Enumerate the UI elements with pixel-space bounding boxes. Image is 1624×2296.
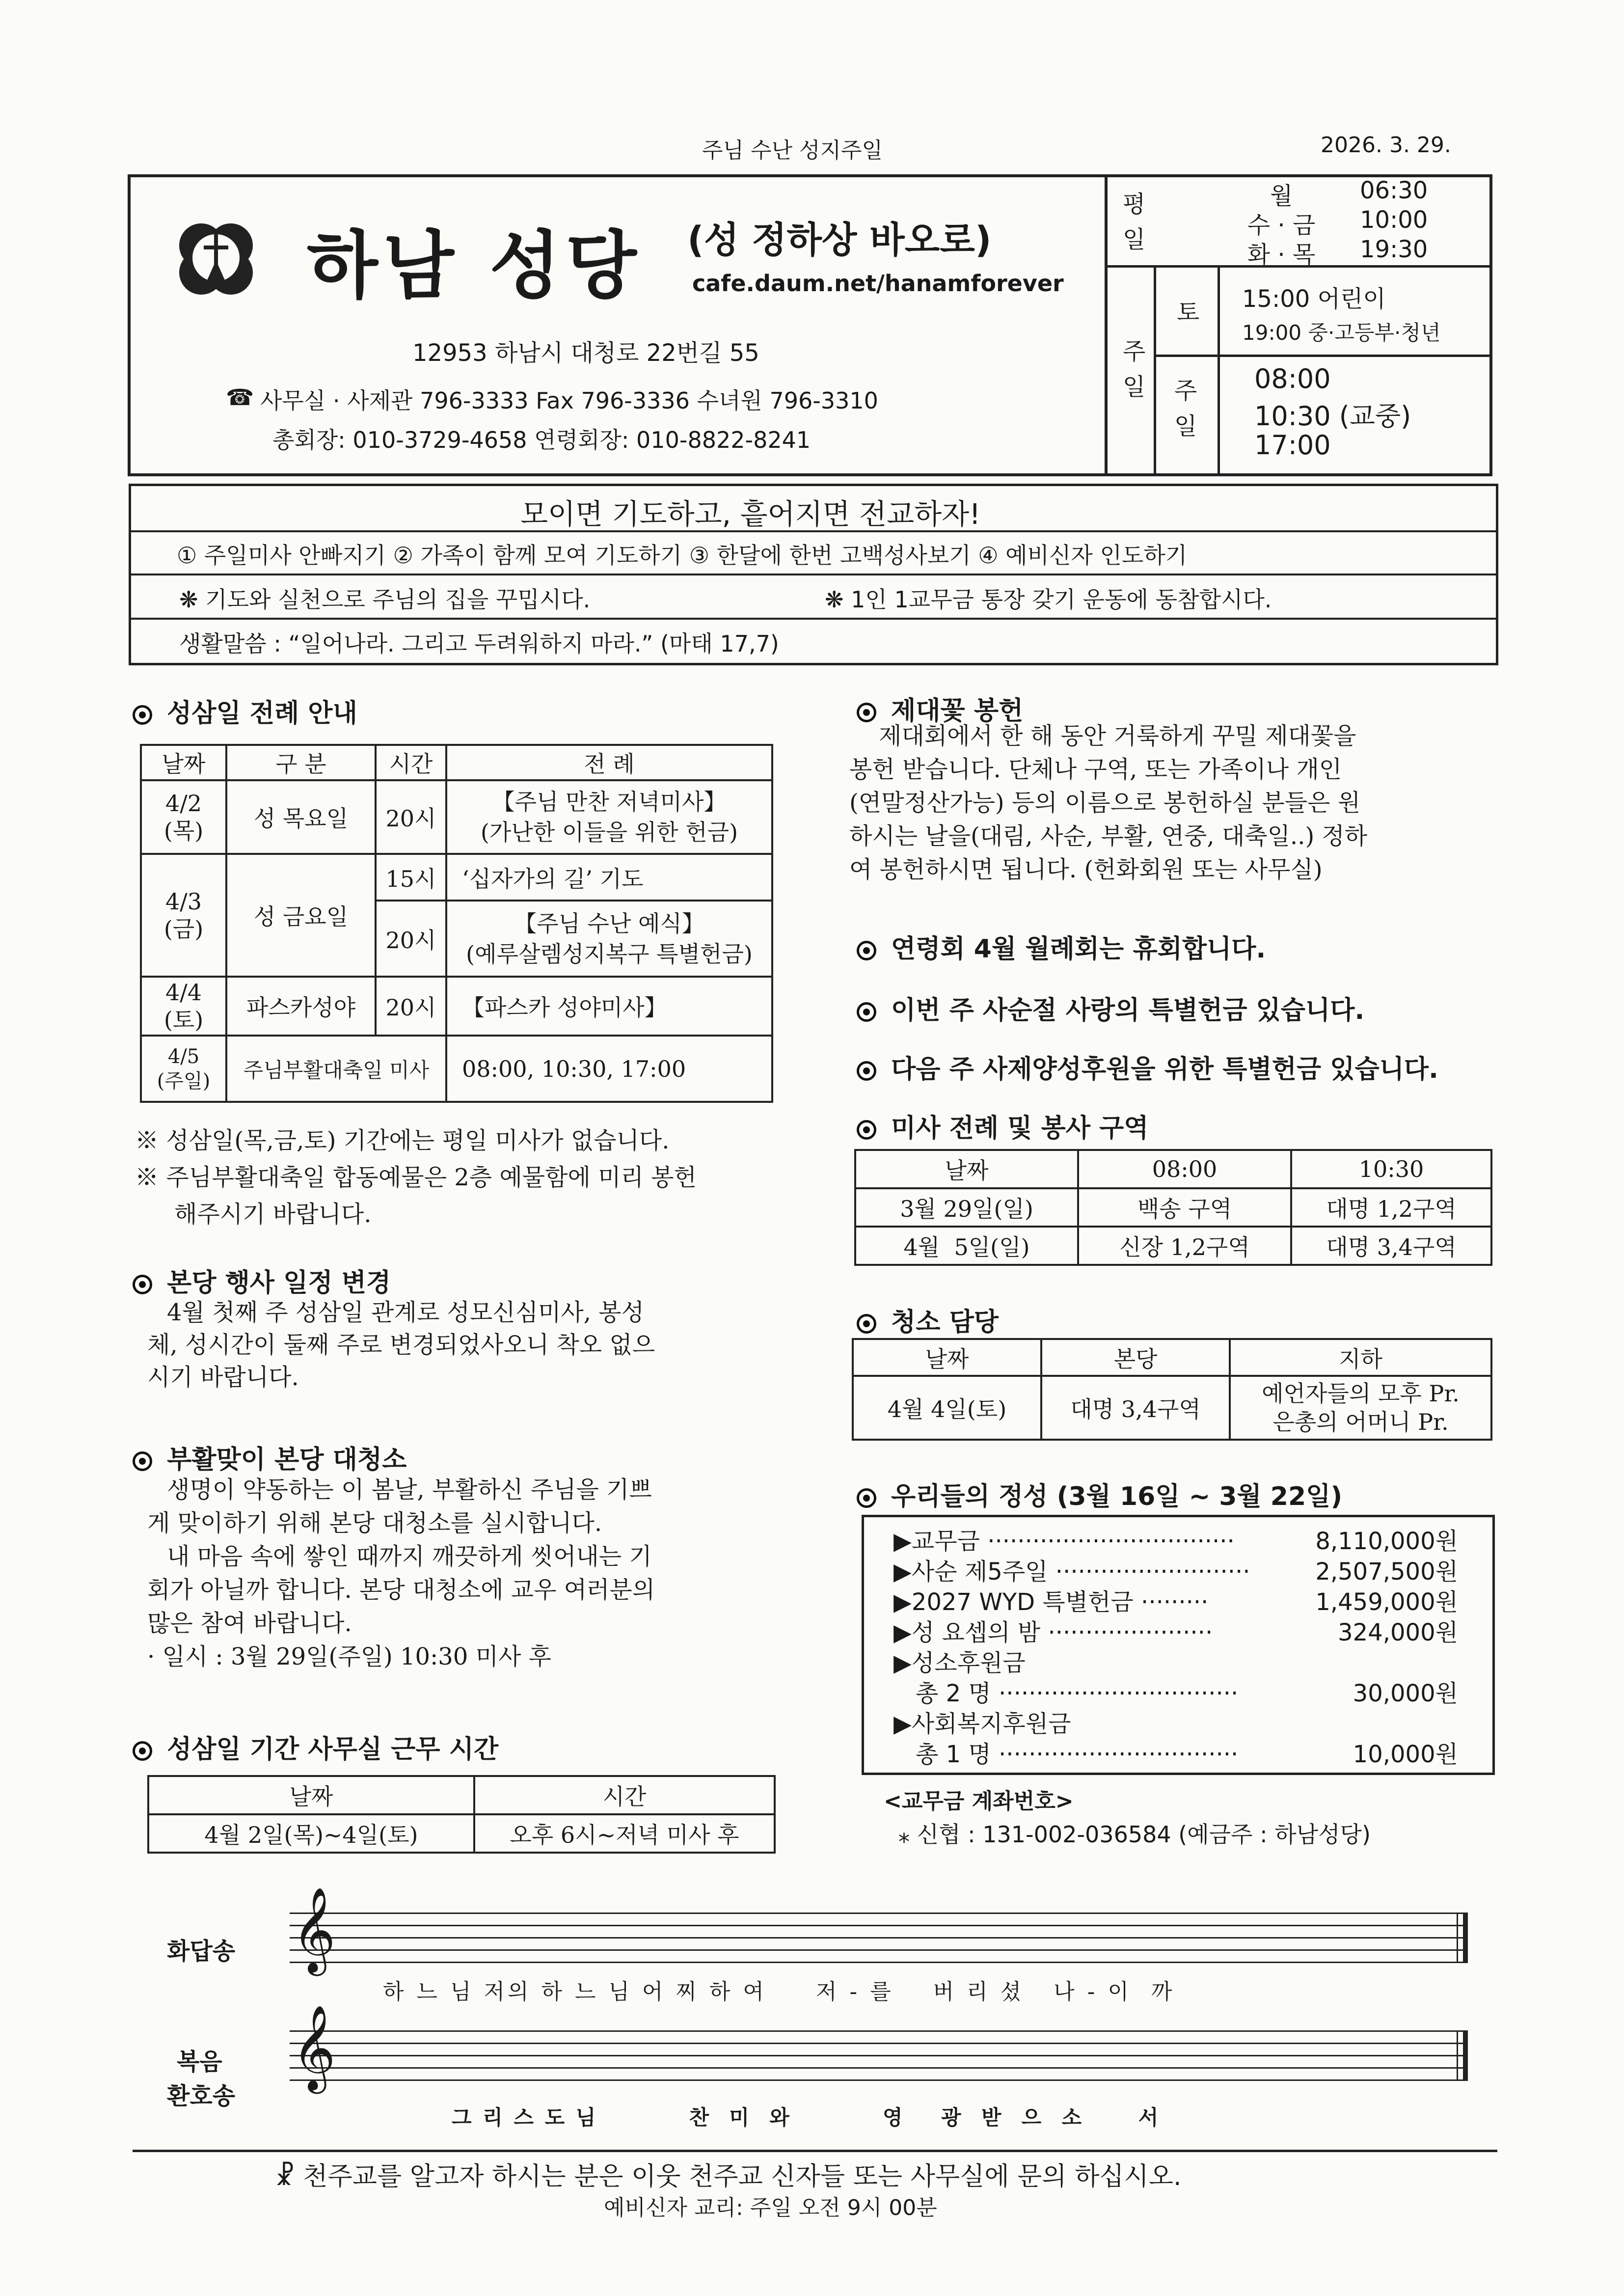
table-cell-time: 20시 bbox=[376, 901, 446, 977]
table-cell: 대명 3,4구역 bbox=[1291, 1227, 1491, 1265]
table-cell-liturgy: 08:00, 10:30, 17:00 bbox=[446, 1036, 772, 1102]
table-cell: 대명 1,2구역 bbox=[1291, 1188, 1491, 1227]
bullet-icon bbox=[857, 1002, 876, 1022]
motto-note: ❋ 1인 1교무금 통장 갖기 운동에 동참합시다. bbox=[825, 586, 1272, 613]
staff-line bbox=[290, 2030, 1468, 2032]
final-barline bbox=[1463, 1913, 1468, 1963]
motto-title: 모이면 기도하고, 흩어지면 전교하자! bbox=[520, 497, 981, 531]
weekday-day: 수 · 금 bbox=[1247, 212, 1316, 239]
column-header: 지하 bbox=[1230, 1339, 1491, 1376]
column-header: 시간 bbox=[474, 1776, 775, 1814]
bullet-icon bbox=[133, 705, 152, 725]
column-header: 08:00 bbox=[1078, 1150, 1291, 1188]
staff-line bbox=[290, 1925, 1468, 1926]
staff-line bbox=[290, 2079, 1468, 2081]
section-heading-cleaning: 부활맞이 본당 대청소 bbox=[133, 1439, 406, 1476]
list-item: 총 2 명 ································ 30,000원 bbox=[916, 1680, 1458, 1707]
final-barline bbox=[1463, 2030, 1468, 2081]
section-heading-cleaning-duty: 청소 담당 bbox=[857, 1301, 999, 1338]
sun-label: 주일 bbox=[1174, 377, 1197, 440]
footer-divider bbox=[133, 2150, 1497, 2152]
list-item: 총 1 명 ································ 10,000원 bbox=[916, 1741, 1458, 1768]
bulletin-date: 2026. 3. 29. bbox=[1321, 133, 1451, 158]
staff-line bbox=[290, 1949, 1468, 1951]
footer-invitation: ☧ 천주교를 알고자 하시는 분은 이웃 천주교 신자들 또는 사무실에 문의 하십시오. bbox=[275, 2162, 1182, 2191]
list-item: ▶2027 WYD 특별헌금 ········· 1,459,000원 bbox=[893, 1588, 1458, 1616]
staff-line bbox=[290, 1913, 1468, 1914]
staff-line bbox=[290, 2067, 1468, 2069]
table-cell-time: 15시 bbox=[376, 854, 446, 901]
sunday-mass: 17:00 bbox=[1254, 430, 1331, 461]
bullet-icon bbox=[133, 1275, 152, 1294]
section-heading-altar-flowers: 제대꽃 봉헌 bbox=[857, 690, 1023, 727]
weekday-day: 월 bbox=[1270, 182, 1293, 210]
mass-service-table bbox=[854, 1149, 1492, 1266]
table-cell-date: 4/4 (토) bbox=[141, 977, 226, 1036]
contact-line: 총회장: 010-3729-4658 연령회장: 010-8822-8241 bbox=[272, 427, 811, 453]
table-cell-time: 20시 bbox=[376, 780, 446, 854]
sunday-mass: 08:00 bbox=[1254, 363, 1331, 394]
table-cell-date: 4/5 (주일) bbox=[141, 1036, 226, 1102]
section-heading-office-hours: 성삼일 기간 사무실 근무 시간 bbox=[133, 1728, 498, 1765]
schedule-divider bbox=[1154, 355, 1492, 357]
staff-line bbox=[290, 2043, 1468, 2044]
weekday-time: 19:30 bbox=[1360, 236, 1428, 263]
gospel-lyrics: 그 리 스 도 님 찬 미 와 영 광 받 으 소 서 bbox=[452, 2105, 1161, 2130]
cleaning-text: 생명이 약동하는 이 봄날, 부활하신 주님을 기쁘 게 맞이하기 위해 본당 대청소를 실시합니다. 내 마음 속에 쌓인 때까지 깨끗하게 씻어내는 기 회가 아닐까 합니다. 본당 대청소에 교우 여러분의 많은 참여 바랍니다. · 일시 : 3월 29일(주일) 10:30 미사 후 bbox=[147, 1476, 655, 1670]
section-heading-event-change: 본당 행사 일정 변경 bbox=[133, 1262, 391, 1299]
motto-divider bbox=[131, 574, 1496, 575]
bullet-icon bbox=[857, 1120, 876, 1140]
parish-name: 하남 성당 bbox=[307, 223, 642, 309]
column-header: 날짜 bbox=[853, 1339, 1041, 1376]
bullet-icon bbox=[133, 1741, 152, 1761]
column-header: 날짜 bbox=[855, 1150, 1078, 1188]
list-item: ▶교무금 ································· 8,110,000원 bbox=[893, 1528, 1458, 1555]
account-title: <교무금 계좌번호> bbox=[884, 1789, 1074, 1814]
office-hours-table bbox=[147, 1775, 776, 1854]
column-header: 전 례 bbox=[446, 745, 772, 780]
sunday-label: 주일 bbox=[1122, 338, 1146, 401]
holy-week-note: ※ 주님부활대축일 합동예물은 2층 예물함에 미리 봉헌 bbox=[135, 1164, 697, 1191]
bullet-icon bbox=[857, 1488, 876, 1508]
table-cell-type: 파스카성야 bbox=[226, 977, 376, 1036]
bullet-icon bbox=[857, 941, 876, 960]
staff-line bbox=[290, 1962, 1468, 1963]
column-header: 날짜 bbox=[141, 745, 226, 780]
treble-clef-icon: 𝄞 bbox=[292, 1887, 336, 1972]
barline bbox=[1457, 2030, 1458, 2081]
holy-week-note: ※ 성삼일(목,금,토) 기간에는 평일 미사가 없습니다. bbox=[135, 1127, 670, 1154]
holy-week-table bbox=[140, 744, 773, 1103]
section-heading-holy-week: 성삼일 전례 안내 bbox=[133, 692, 357, 729]
table-cell-type: 주님부활대축일 미사 bbox=[226, 1036, 446, 1102]
notice-item: 이번 주 사순절 사랑의 특별헌금 있습니다. bbox=[857, 989, 1364, 1026]
table-cell: 오후 6시~저녁 미사 후 bbox=[474, 1814, 775, 1853]
table-cell-liturgy: 【주님 만찬 저녁미사】 (가난한 이들을 위한 헌금) bbox=[446, 780, 772, 854]
schedule-divider bbox=[1154, 265, 1156, 476]
treble-clef-icon: 𝄞 bbox=[292, 2005, 336, 2090]
sunday-mass: 10:30 (교중) bbox=[1254, 401, 1411, 432]
notice-item: 연령회 4월 월례회는 휴회합니다. bbox=[857, 928, 1266, 965]
table-cell: 4월 2일(목)~4일(토) bbox=[148, 1814, 474, 1853]
list-item: ▶성소후원금 bbox=[893, 1649, 1026, 1677]
column-header: 10:30 bbox=[1291, 1150, 1491, 1188]
bullet-icon bbox=[133, 1451, 152, 1471]
barline bbox=[1457, 1913, 1458, 1963]
table-cell-liturgy: 【파스카 성야미사】 bbox=[446, 977, 772, 1036]
column-header: 날짜 bbox=[148, 1776, 474, 1814]
table-cell: 대명 3,4구역 bbox=[1041, 1376, 1230, 1440]
holy-week-note: 해주시기 바랍니다. bbox=[174, 1201, 372, 1228]
motto-practices: ① 주일미사 안빠지기 ② 가족이 함께 모여 기도하기 ③ 한달에 한번 고백성사보기 ④ 예비신자 인도하기 bbox=[177, 542, 1188, 569]
weekday-label: 평일 bbox=[1122, 191, 1146, 253]
altar-flowers-text: 제대회에서 한 해 동안 거룩하게 꾸밀 제대꽃을 봉헌 받습니다. 단체나 구역, 또는 가족이나 개인 (연말정산가능) 등의 이름으로 봉헌하실 분들은 원 하시는 날을(대림, 사순, 부활, 연중, 대축일..) 정하 여 봉헌하시면 됩니다. (헌화회원 또는 사무실) bbox=[849, 722, 1368, 883]
table-cell: 4월 4일(토) bbox=[853, 1376, 1041, 1440]
gospel-label: 환호송 bbox=[167, 2082, 236, 2110]
psalm-lyrics: 하 느 님 저의 하 느 님 어 찌 하 여 저 - 를 버 리 셨 나 - 이 까 bbox=[383, 1979, 1175, 2004]
motto-note: ❋ 기도와 실천으로 주님의 집을 꾸밉시다. bbox=[179, 586, 591, 613]
event-change-text: 4월 첫째 주 성삼일 관계로 성모신심미사, 봉성 체, 성시간이 둘째 주로 변경되었사오니 착오 없으 시기 바랍니다. bbox=[147, 1299, 655, 1391]
phone-icon: ☎ bbox=[226, 384, 254, 410]
table-cell: 신장 1,2구역 bbox=[1078, 1227, 1291, 1265]
list-item: ▶사순 제5주일 ·························· 2,507,500원 bbox=[893, 1558, 1458, 1585]
table-cell-date: 4/3 (금) bbox=[141, 854, 226, 977]
staff-line bbox=[290, 2055, 1468, 2056]
motto-divider bbox=[131, 618, 1496, 620]
cafe-url-link[interactable]: cafe.daum.net/hanamforever bbox=[692, 270, 1064, 297]
weekday-time: 10:00 bbox=[1360, 206, 1428, 234]
psalm-staff bbox=[290, 1887, 1468, 1972]
section-heading-offerings: 우리들의 정성 (3월 16일 ~ 3월 22일) bbox=[857, 1476, 1342, 1512]
table-cell-type: 성 금요일 bbox=[226, 854, 376, 977]
schedule-divider bbox=[1105, 174, 1108, 476]
psalm-label: 화답송 bbox=[167, 1938, 236, 1965]
table-cell: 백송 구역 bbox=[1078, 1188, 1291, 1227]
column-header: 시간 bbox=[376, 745, 446, 780]
table-cell-date: 4/2 (목) bbox=[141, 780, 226, 854]
section-heading-mass-service: 미사 전례 및 봉사 구역 bbox=[857, 1107, 1149, 1144]
weekday-time: 06:30 bbox=[1360, 177, 1428, 204]
bullet-icon bbox=[857, 1314, 876, 1334]
parish-address: 12953 하남시 대청로 22번길 55 bbox=[412, 339, 759, 367]
list-item: ▶성 요셉의 밤 ······················ 324,000원 bbox=[893, 1619, 1458, 1646]
liturgical-day: 주님 수난 성지주일 bbox=[702, 138, 883, 163]
table-cell: 예언자들의 모후 Pr. 은총의 어머니 Pr. bbox=[1230, 1376, 1491, 1440]
table-cell-liturgy: 【주님 수난 예식】 (예루살렘성지복구 특별헌금) bbox=[446, 901, 772, 977]
gospel-label: 복음 bbox=[177, 2048, 222, 2076]
saturday-mass: 15:00 어린이 bbox=[1242, 285, 1386, 313]
notice-item: 다음 주 사제양성후원을 위한 특별헌금 있습니다. bbox=[857, 1048, 1438, 1085]
saturday-label: 토 bbox=[1176, 299, 1200, 326]
word-of-life: 생활말씀 : “일어나라. 그리고 두려워하지 마라.” (마태 17,7) bbox=[179, 630, 779, 657]
saturday-mass: 19:00 중·고등부·청년 bbox=[1242, 321, 1441, 345]
patron-saint: (성 정하상 바오로) bbox=[687, 219, 992, 261]
column-header: 구 분 bbox=[226, 745, 376, 780]
cleaning-duty-table bbox=[852, 1338, 1492, 1441]
offerings-list bbox=[893, 1522, 1458, 1766]
bullet-icon bbox=[857, 1061, 876, 1081]
footer-catechism: 예비신자 교리: 주일 오전 9시 00분 bbox=[604, 2195, 937, 2220]
table-cell-type: 성 목요일 bbox=[226, 780, 376, 854]
schedule-divider bbox=[1218, 265, 1220, 476]
table-cell-time: 20시 bbox=[376, 977, 446, 1036]
table-cell-liturgy: ‘십자가의 길’ 기도 bbox=[446, 854, 772, 901]
phone-line: 사무실 · 사제관 796-3333 Fax 796-3336 수녀원 796-3310 bbox=[260, 387, 878, 414]
gospel-staff bbox=[290, 2005, 1468, 2090]
weekday-day: 화 · 목 bbox=[1247, 241, 1316, 269]
staff-line bbox=[290, 1937, 1468, 1939]
table-cell: 3월 29일(일) bbox=[855, 1188, 1078, 1227]
column-header: 본당 bbox=[1041, 1339, 1230, 1376]
account-number: ⁎ 신협 : 131-002-036584 (예금주 : 하남성당) bbox=[898, 1821, 1371, 1848]
parish-logo-icon bbox=[177, 219, 255, 297]
list-item: ▶사회복지후원금 bbox=[893, 1710, 1071, 1738]
table-cell: 4월 5일(일) bbox=[855, 1227, 1078, 1265]
